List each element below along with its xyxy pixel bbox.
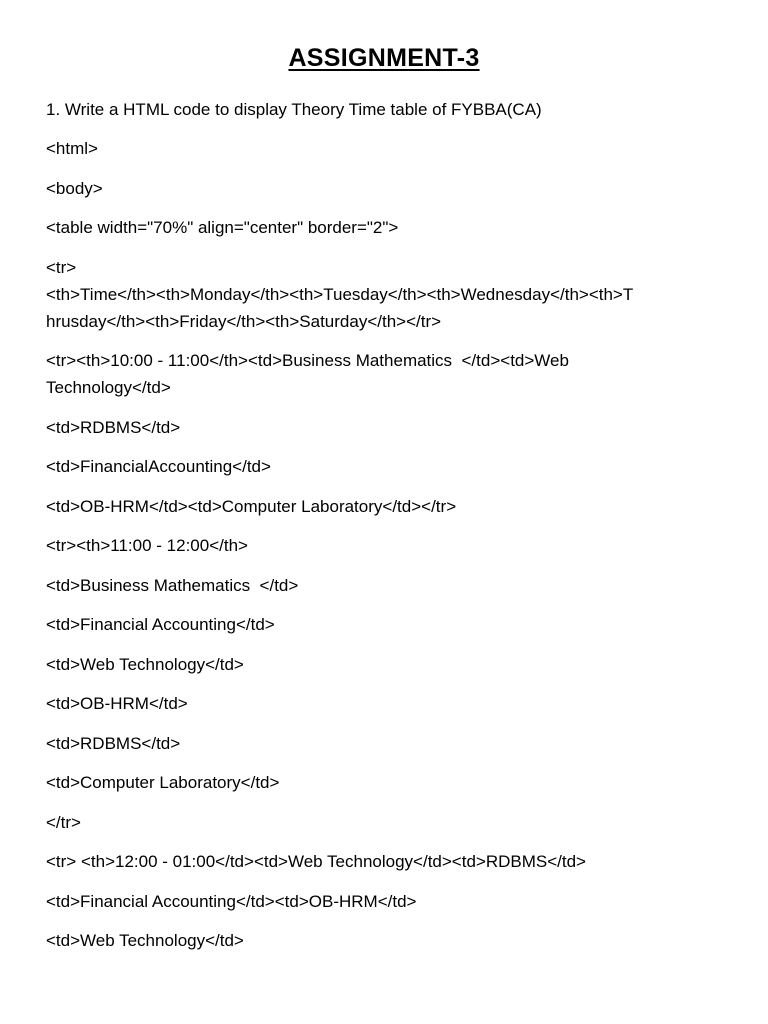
code-line: <body> bbox=[46, 179, 103, 198]
code-line: <td>Business Mathematics </td> bbox=[46, 576, 299, 595]
code-line: <tr><th>10:00 - 11:00</th><td>Business Mathematics </td><td>Web bbox=[46, 351, 569, 370]
code-line: <tr> <th>12:00 - 01:00</td><td>Web Technology</td><td>RDBMS</td> bbox=[46, 852, 586, 871]
code-line: <td>Web Technology</td> bbox=[46, 931, 244, 950]
code-line: <th>Time</th><th>Monday</th><th>Tuesday</th><th>Wednesday</th><th>T bbox=[46, 285, 634, 304]
code-line: <tr> bbox=[46, 258, 77, 277]
code-line: <td>RDBMS</td> bbox=[46, 418, 181, 437]
code-line: <td>RDBMS</td> bbox=[46, 734, 181, 753]
code-line: </tr> bbox=[46, 813, 81, 832]
code-line: <td>OB-HRM</td> bbox=[46, 694, 188, 713]
page-title: ASSIGNMENT-3 bbox=[288, 44, 480, 72]
code-line: hrusday</th><th>Friday</th><th>Saturday</th></tr> bbox=[46, 312, 442, 331]
code-line: <table width="70%" align="center" border="2"> bbox=[46, 218, 399, 237]
code-line: <td>Financial Accounting</td> bbox=[46, 615, 275, 634]
code-line: <td>Computer Laboratory</td> bbox=[46, 773, 280, 792]
code-line: Technology</td> bbox=[46, 378, 171, 397]
code-line: <td>Web Technology</td> bbox=[46, 655, 244, 674]
question-line: 1. Write a HTML code to display Theory Time table of FYBBA(CA) bbox=[46, 100, 542, 119]
code-line: <td>FinancialAccounting</td> bbox=[46, 457, 271, 476]
code-line: <tr><th>11:00 - 12:00</th> bbox=[46, 536, 248, 555]
code-line: <td>OB-HRM</td><td>Computer Laboratory</td></tr> bbox=[46, 497, 457, 516]
code-line: <html> bbox=[46, 139, 98, 158]
code-line: <td>Financial Accounting</td><td>OB-HRM</td> bbox=[46, 892, 417, 911]
